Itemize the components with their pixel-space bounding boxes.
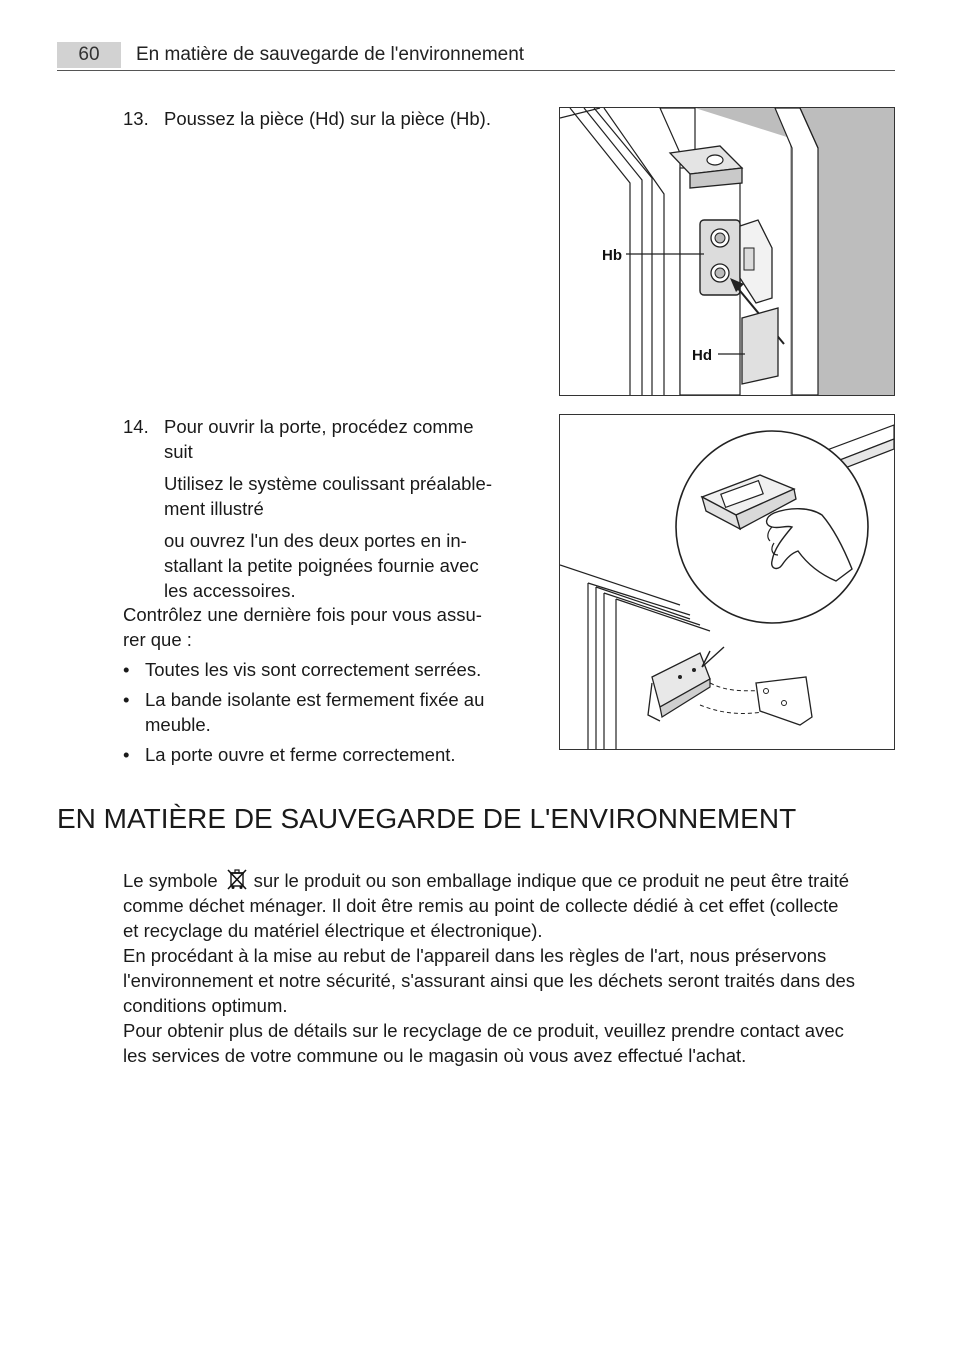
step-14-line-1a: Pour ouvrir la porte, procédez comme [164, 416, 474, 437]
step-14-line-3b: stallant la petite poignées fournie avec [164, 555, 479, 576]
label-hb: Hb [602, 247, 622, 264]
step-13-number: 13. [123, 108, 149, 129]
bullet-dot: • [123, 689, 130, 710]
bullet-item-continued: meuble. [145, 714, 211, 735]
hinge-figure [559, 107, 895, 396]
contact-paragraph-line-1: Pour obtenir plus de détails sur le recyclage de ce produit, veuillez prendre contact avec [123, 1020, 844, 1041]
step-14-number: 14. [123, 416, 149, 437]
header-divider [57, 70, 895, 71]
step-13-text: Poussez la pièce (Hd) sur la pièce (Hb). [164, 108, 491, 129]
disposal-paragraph-line-2: l'environnement et notre sécurité, s'assurant ainsi que les déchets seront traités dans des [123, 970, 856, 991]
weee-text-before: Le symbole [123, 870, 218, 891]
bullet-dot: • [123, 744, 130, 765]
disposal-paragraph-line-3: conditions optimum. [123, 995, 288, 1016]
step-14-line-1b: suit [164, 441, 193, 462]
check-intro-a: Contrôlez une dernière fois pour vous assu- [123, 604, 482, 625]
weee-paragraph-line-2: comme déchet ménager. Il doit être remis au point de collecte dédié à cet effet (collecte [123, 895, 839, 916]
weee-text-after: sur le produit ou son emballage indique que ce produit ne peut être traité [253, 870, 850, 891]
step-14-line-2a: Utilisez le système coulissant préalable- [164, 473, 492, 494]
step-14-line-3a: ou ouvrez l'un des deux portes en in- [164, 530, 467, 551]
check-intro-b: rer que : [123, 629, 192, 650]
contact-paragraph-line-2: les services de votre commune ou le magasin où vous avez effectué l'achat. [123, 1045, 747, 1066]
bullet-item: La porte ouvre et ferme correctement. [145, 744, 456, 765]
running-header-title: En matière de sauvegarde de l'environnement [136, 44, 525, 65]
bullet-dot: • [123, 659, 130, 680]
door-handle-figure [559, 414, 895, 750]
step-14-line-2b: ment illustré [164, 498, 264, 519]
page-number: 60 [57, 42, 121, 68]
step-14-line-3c: les accessoires. [164, 580, 296, 601]
bullet-item: La bande isolante est fermement fixée au [145, 689, 485, 710]
label-hd: Hd [692, 347, 712, 364]
crossed-bin-icon [226, 868, 248, 890]
weee-paragraph-line-1 [123, 868, 899, 893]
section-title: EN MATIÈRE DE SAUVEGARDE DE L'ENVIRONNEMENT [57, 803, 797, 834]
weee-paragraph-line-3: et recyclage du matériel électrique et électronique). [123, 920, 543, 941]
bullet-item: Toutes les vis sont correctement serrées. [145, 659, 482, 680]
disposal-paragraph-line-1: En procédant à la mise au rebut de l'appareil dans les règles de l'art, nous préservons [123, 945, 827, 966]
